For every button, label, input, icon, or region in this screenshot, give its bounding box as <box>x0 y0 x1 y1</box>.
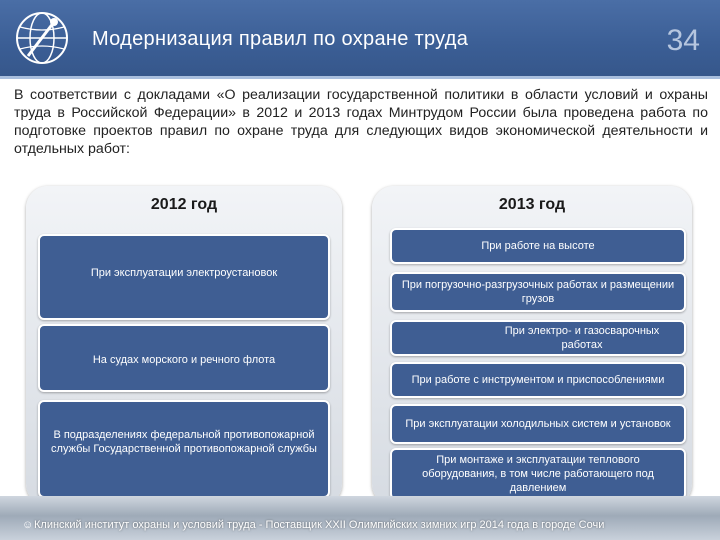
list-item: В подразделениях федеральной противопожарной службы Государственной противопожарной службы <box>38 400 330 498</box>
list-item: При эксплуатации холодильных систем и установок <box>390 404 686 444</box>
header-underline <box>0 76 720 79</box>
footer-text: Клинский институт охраны и условий труда - Поставщик XXII Олимпийских зимних игр 2014 года в городе Сочи <box>34 519 605 531</box>
list-item: При монтаже и эксплуатации теплового оборудования, в том числе работающего под давлением <box>390 448 686 500</box>
intro-paragraph: В соответствии с докладами «О реализации государственной политики в области условий и охраны труда в Российской Федерации» в 2012 и 2013 годах Минтрудом России была проведена работа по подготовке проектов правил по охране труда для следующих видов экономической деятельности и отдельных работ: <box>14 87 708 157</box>
list-item: При работе на высоте <box>390 228 686 264</box>
globe-logo-icon <box>14 10 70 66</box>
panel-heading-2013: 2013 год <box>498 196 566 213</box>
list-item: На судах морского и речного флота <box>38 324 330 392</box>
panel-heading-2012: 2012 год <box>150 196 218 213</box>
footer-mountains <box>0 496 720 540</box>
list-item: При электро- и газосварочных работах <box>390 320 686 356</box>
smile-icon: ☺ <box>22 519 34 531</box>
page-title: Модернизация правил по охране труда <box>92 28 469 50</box>
list-item: При работе с инструментом и приспособлениями <box>390 362 686 398</box>
slide-number: 34 <box>666 24 700 57</box>
list-item: При погрузочно-разгрузочных работах и размещении грузов <box>390 272 686 312</box>
list-item: При эксплуатации электроустановок <box>38 234 330 320</box>
